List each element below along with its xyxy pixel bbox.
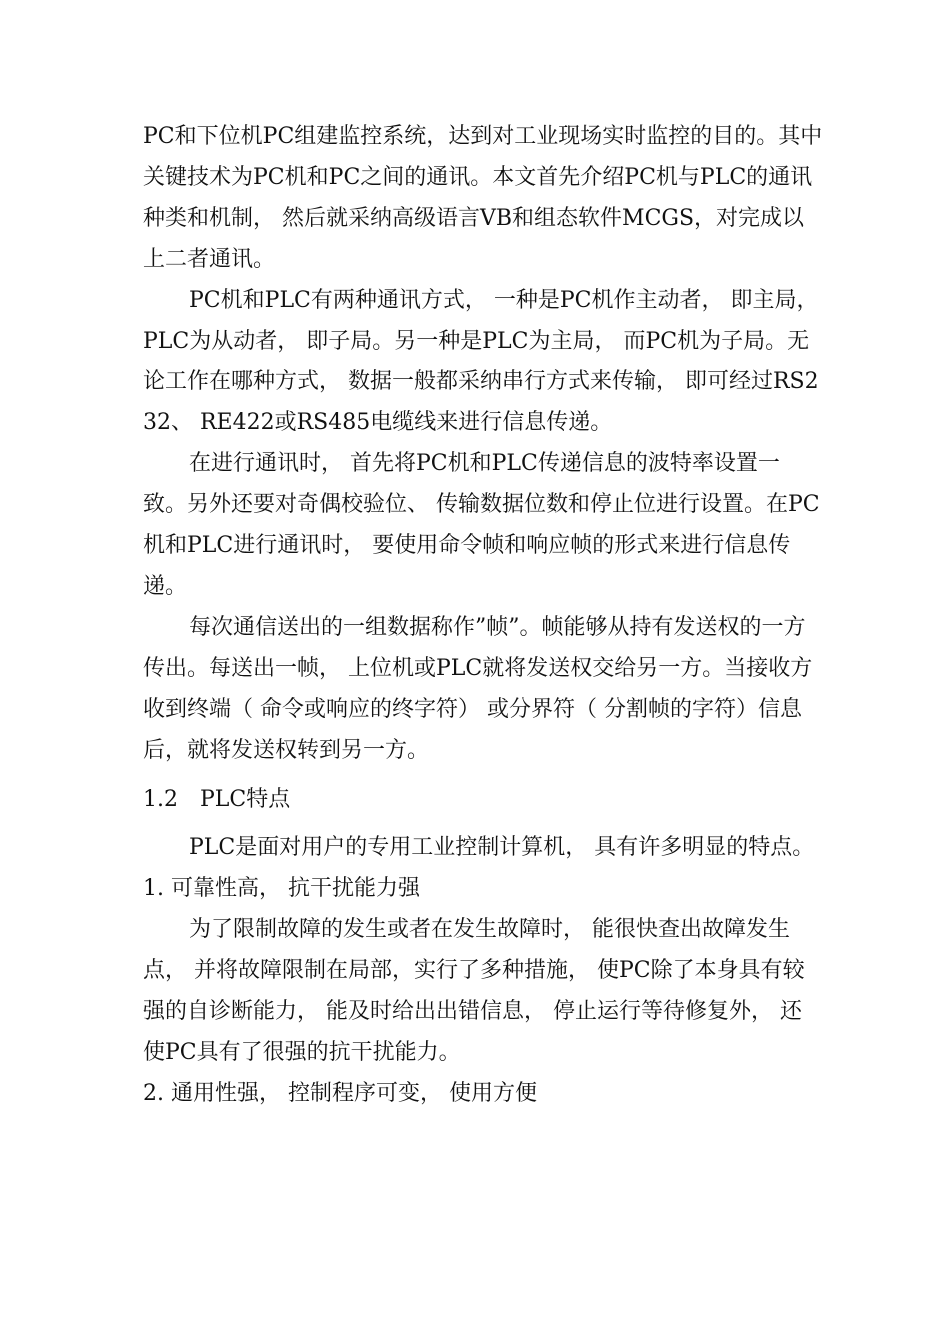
paragraph-frames: 每次通信送出的一组数据称作”帧”。帧能够从持有发送权的一方传出。每送出一帧， 上位机或PLC就将发送权交给另一方。当接收方收到终端（ 命令或响应的终字符） 或分界符（ 分割帧的字符）信息后，就将发送权转到另一方。	[143, 614, 813, 763]
paragraph-baud-settings: 在进行通讯时， 首先将PC机和PLC传递信息的波特率设置一致。另外还要对奇偶校验位、 传输数据位数和停止位进行设置。在PC机和PLC进行通讯时， 要使用命令帧和响应帧的形式来进行信息传递。	[143, 451, 820, 599]
spacer	[143, 820, 823, 828]
paragraph-comm-modes: PC机和PLC有两种通讯方式， 一种是PC机作主动者， 即主局， PLC为从动者， 即子局。另一种是PLC为主局， 而PC机为子局。无论工作在哪种方式， 数据一般都采纳串行方式来传输， 即可经过RS232、 RE422或RS485电缆线来进行信息传递。	[143, 287, 819, 436]
list-item-title-1: 1. 可靠性高， 抗干扰能力强	[143, 876, 420, 902]
paragraph-section-intro: PLC是面对用户的专用工业控制计算机， 具有许多明显的特点。	[189, 835, 815, 861]
list-item-title-2: 2. 通用性强， 控制程序可变， 使用方便	[143, 1080, 537, 1106]
document-body	[143, 117, 823, 1115]
paragraph-reliability: 为了限制故障的发生或者在发生故障时， 能很快查出故障发生点， 并将故障限制在局部，实行了多种措施， 使PC除了本身具有较强的自诊断能力， 能及时给出出错信息， 停止运行等待修复外， 还使PC具有了很强的抗干扰能力。	[143, 917, 805, 1065]
spacer	[143, 772, 823, 780]
paragraph-intro: PC和下位机PC组建监控系统，达到对工业现场实时监控的目的。其中关键技术为PC机和PC之间的通讯。本文首先介绍PC机与PLC的通讯种类和机制， 然后就采纳高级语言VB和组态软件MCGS，对完成以上二者通讯。	[143, 124, 823, 272]
section-heading: 1.2 PLC特点	[143, 786, 291, 812]
